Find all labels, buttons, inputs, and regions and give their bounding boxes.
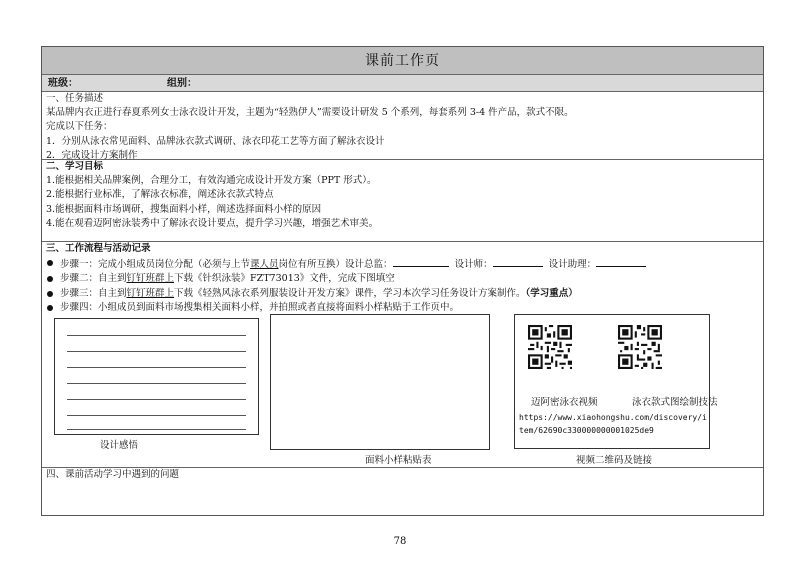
step1-designer-label: 设计师： bbox=[454, 259, 493, 271]
step1-director-label: 岗位有所互换）设计总监： bbox=[278, 259, 393, 271]
page-title: 课前工作页 bbox=[42, 47, 763, 75]
step1-underlined: 课人员 bbox=[250, 259, 279, 271]
writing-line bbox=[67, 351, 246, 352]
step2-text: 步骤二：自主到 bbox=[60, 273, 127, 285]
flow-step-3 bbox=[46, 287, 763, 301]
goal-item-1: 1.能根据相关品牌案例，合理分工，有效沟通完成设计开发方案（PPT 形式）。 bbox=[46, 175, 377, 187]
writing-line bbox=[67, 415, 246, 416]
fabric-sample-caption: 面料小样粘贴表 bbox=[365, 455, 432, 466]
director-blank[interactable] bbox=[393, 256, 449, 267]
group-label: 组别： bbox=[167, 78, 197, 89]
goals-heading: 二、学习目标 bbox=[46, 161, 104, 172]
designer-blank[interactable] bbox=[493, 256, 543, 267]
video-url-line2[interactable]: tem/62690c330000000001025de9 bbox=[519, 426, 654, 435]
task-subtask-1: 1．分别从泳衣常见面料、品牌泳衣款式调研、泳衣印花工艺等方面了解泳衣设计 bbox=[46, 135, 385, 147]
task-section bbox=[42, 92, 763, 160]
video-url-line1[interactable]: https://www.xiaohongshu.com/discovery/i bbox=[519, 413, 707, 422]
qr-code-caption: 视频二维码及链接 bbox=[576, 455, 653, 466]
qr1-caption: 迈阿密泳衣视频 bbox=[531, 397, 598, 408]
flow-section bbox=[42, 242, 763, 468]
task-description: 某品牌内衣正进行春夏系列女士泳衣设计开发，主题为“轻熟伊人”需要设计研发 5 个系列，每套系列 3-4 件产品，款式不限。 bbox=[46, 107, 574, 119]
qr-code-box bbox=[514, 314, 718, 449]
flow-step-2 bbox=[46, 272, 763, 286]
step2-suffix: 下载《针织泳装》FZT73013》文件，完成下图填空 bbox=[174, 273, 395, 285]
fabric-sample-box[interactable] bbox=[270, 314, 490, 450]
goals-section bbox=[42, 160, 763, 242]
assistant-blank[interactable] bbox=[596, 256, 646, 267]
flow-heading: 三、工作流程与活动记录 bbox=[46, 243, 151, 254]
qr-code-icon[interactable] bbox=[618, 325, 662, 369]
step1-text: 步骤一：完成小组成员岗位分配（必须与上节 bbox=[60, 259, 251, 271]
goal-item-2: 2.能根据行业标准，了解泳衣标准，阐述泳衣款式特点 bbox=[46, 189, 274, 201]
step1-assistant-label: 设计助理： bbox=[548, 259, 597, 271]
writing-line bbox=[67, 383, 246, 384]
step3-dingtalk-link[interactable]: 钉钉班群上 bbox=[126, 287, 175, 299]
flow-step-4: 步骤四：小组成员到面料市场搜集相关面料小样，并拍照或者直接将面料小样粘贴于工作页中。 bbox=[46, 301, 763, 315]
writing-line bbox=[67, 335, 246, 336]
questions-section[interactable] bbox=[42, 468, 763, 516]
writing-line bbox=[67, 429, 246, 430]
step3-suffix: 下载《轻熟风泳衣系列服装设计开发方案》课件，学习本次学习任务设计方案制作。 bbox=[174, 287, 526, 299]
step3-text: 步骤三：自主到 bbox=[60, 287, 127, 299]
class-label: 班级： bbox=[48, 78, 78, 89]
goal-item-3: 3.能根据面料市场调研，搜集面料小样，阐述选择面料小样的原因 bbox=[46, 203, 322, 215]
flow-step-1 bbox=[46, 256, 763, 272]
writing-line bbox=[67, 367, 246, 368]
step3-key-point: （学习重点） bbox=[525, 287, 578, 299]
qr2-caption: 泳衣款式图绘制技法 bbox=[632, 397, 718, 408]
worksheet bbox=[41, 46, 764, 516]
questions-heading: 四、课前活动学习中遇到的问题 bbox=[46, 469, 180, 480]
task-subtask-2: 2．完成设计方案制作 bbox=[46, 149, 138, 161]
task-subtasks-intro: 完成以下任务： bbox=[46, 121, 113, 133]
qr-code-icon[interactable] bbox=[528, 325, 572, 369]
design-reflection-box[interactable] bbox=[54, 318, 259, 435]
goal-item-4: 4.能在观看迈阿密泳装秀中了解泳衣设计要点，提升学习兴趣，增强艺术审美。 bbox=[46, 217, 379, 229]
task-heading: 一、任务描述 bbox=[46, 93, 104, 104]
page-number: 78 bbox=[393, 536, 407, 547]
design-reflection-caption: 设计感悟 bbox=[100, 440, 139, 451]
writing-line bbox=[67, 399, 246, 400]
step2-dingtalk-link[interactable]: 钉钉班群上 bbox=[126, 273, 175, 285]
class-group-row bbox=[42, 75, 763, 92]
